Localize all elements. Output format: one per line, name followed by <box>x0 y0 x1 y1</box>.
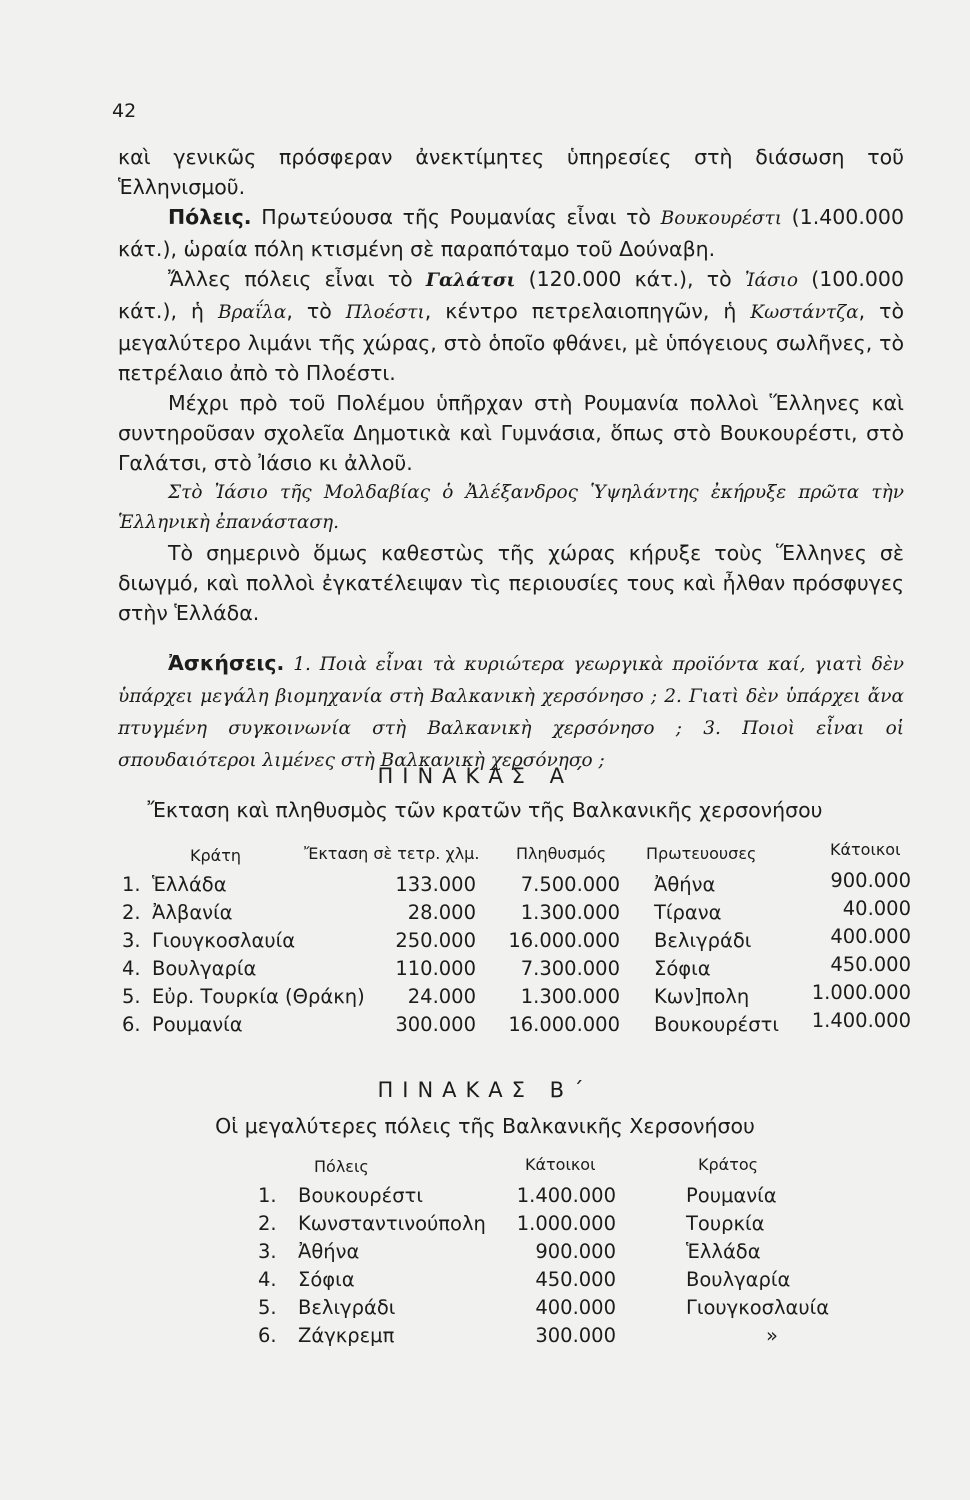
state-name: Γιουγκοσλαυία <box>686 1296 830 1319</box>
row-number: 3. <box>258 1240 277 1263</box>
text-run: (100.000 κάτ.), ἡ <box>118 267 904 323</box>
population-value: 7.500.000 <box>520 873 620 896</box>
city-name: Κωνσταντινούπολη <box>298 1212 486 1235</box>
state-name: » <box>766 1324 778 1347</box>
city-name: Γαλάτσι <box>425 270 516 291</box>
section-label-cities: Πόλεις. <box>168 205 252 229</box>
state-name: Ρουμανία <box>686 1184 777 1207</box>
inhabitants-value: 400.000 <box>830 925 911 948</box>
text-run: , τὸ <box>286 299 346 323</box>
inhabitants-value: 1.400.000 <box>811 1009 911 1032</box>
population-value: 1.300.000 <box>520 985 620 1008</box>
text-run: Ἄλλες πόλεις εἶναι τὸ <box>168 267 426 291</box>
text-run: , τὸ μεγαλύτερο λιμάνι τῆς χώρας, στὸ ὁποῖο φθάνει, μὲ ὑπόγειους σωλῆνες, τὸ πετρέλαιο ἀπὸ τὸ Πλοέστι. <box>118 299 904 385</box>
exercises-text: 1. Ποιὰ εἶναι τὰ κυριώτερα γεωργικὰ προϊόντα καί, γιατὶ δὲν ὑπάρχει μεγάλη βιομηχανία στὴ Βαλκανικὴ χερσόνησο ; 2. Γιατὶ δὲν ὑπάρχει ἄνα πτυγμένη συγκοινωνία στὴ Βαλκανικὴ χερσόνησο ; 3. Ποιοὶ εἶναι οἱ σπουδαιότεροι λιμένες στὴ Βαλκανικὴ χερσόνησο ; <box>118 654 904 771</box>
paragraph-1: καὶ γενικῶς πρόσφεραν ἀνεκτίμητες ὑπηρεσίες στὴ διάσωση τοῦ Ἑλληνισμοῦ. <box>118 145 904 199</box>
paragraph-greeks: Μέχρι πρὸ τοῦ Πολέμου ὑπῆρχαν στὴ Ρουμανία πολλοὶ Ἕλληνες καὶ συντηροῦσαν σχολεῖα Δημοτικὰ καὶ Γυμνάσια, ὅπως στὸ Βουκουρέστι, στὸ Γαλάτσι, στὸ Ἰάσιο κι ἀλλοῦ. <box>118 391 904 475</box>
inhabitants-value: 450.000 <box>535 1268 616 1291</box>
country-name: Γιουγκοσλαυία <box>152 929 296 952</box>
paragraph-ypsilantis: Στὸ Ἰάσιο τῆς Μολδαβίας ὁ Ἀλέξανδρος Ὑψηλάντης ἐκήρυξε πρῶτα τὴν Ἑλληνικὴ ἐπανάσταση. <box>118 482 904 533</box>
inhabitants-value: 900.000 <box>830 869 911 892</box>
inhabitants-value: 300.000 <box>535 1324 616 1347</box>
population-value: 16.000.000 <box>508 1013 620 1036</box>
row-number: 4. <box>258 1268 277 1291</box>
inhabitants-value: 1.000.000 <box>516 1212 616 1235</box>
inhabitants-value: 1.000.000 <box>811 981 911 1004</box>
table-a-header-area: Ἔκταση σὲ τετρ. χλμ. <box>304 844 480 863</box>
row-number: 2. <box>122 901 141 924</box>
country-name: Ἑλλάδα <box>152 873 227 896</box>
table-a-subtitle: Ἔκταση καὶ πληθυσμὸς τῶν κρατῶν τῆς Βαλκανικῆς χερσονήσου <box>147 798 823 822</box>
inhabitants-value: 1.400.000 <box>516 1184 616 1207</box>
table-a-header-inhabitants: Κάτοικοι <box>830 840 901 859</box>
page-number: 42 <box>112 100 137 122</box>
city-name: Ζάγκρεμπ <box>298 1324 395 1347</box>
city-name: Βουκουρέστι <box>660 208 783 229</box>
city-name: Βελιγράδι <box>298 1296 396 1319</box>
country-name: Εὐρ. Τουρκία (Θράκη) <box>152 985 365 1008</box>
table-a-header-states: Κράτη <box>190 846 241 865</box>
row-number: 5. <box>122 985 141 1008</box>
state-name: Βουλγαρία <box>686 1268 791 1291</box>
country-name: Ἀλβανία <box>152 901 233 924</box>
text-run: Πρωτεύουσα τῆς Ρουμανίας εἶναι τὸ <box>251 205 661 229</box>
country-name: Ρουμανία <box>152 1013 243 1036</box>
city-name: Σόφια <box>298 1268 355 1291</box>
table-a-header-capitals: Πρωτευουσες <box>646 844 757 863</box>
state-name: Τουρκία <box>686 1212 765 1235</box>
row-number: 5. <box>258 1296 277 1319</box>
population-value: 7.300.000 <box>520 957 620 980</box>
population-value: 1.300.000 <box>520 901 620 924</box>
table-b-header-cities: Πόλεις <box>314 1157 369 1176</box>
text-run: (1.400.000 κάτ.), ὡραία πόλη κτισμένη σὲ παραπόταμο τοῦ Δούναβη. <box>118 205 904 261</box>
table-b-header-state: Κράτος <box>698 1155 759 1174</box>
area-value: 300.000 <box>395 1013 476 1036</box>
capital-name: Βουκουρέστι <box>654 1013 779 1036</box>
city-name: Ἀθήνα <box>298 1240 360 1263</box>
row-number: 1. <box>122 873 141 896</box>
inhabitants-value: 40.000 <box>842 897 911 920</box>
state-name: Ἑλλάδα <box>686 1240 761 1263</box>
country-name: Βουλγαρία <box>152 957 257 980</box>
table-b-header-inhabitants: Κάτοικοι <box>525 1155 596 1174</box>
section-label-exercises: Ἀσκήσεις. <box>168 651 285 675</box>
row-number: 6. <box>122 1013 141 1036</box>
area-value: 110.000 <box>395 957 476 980</box>
population-value: 16.000.000 <box>508 929 620 952</box>
capital-name: Τίρανα <box>654 901 722 924</box>
city-name: Κωστάντζα <box>750 302 859 323</box>
city-name: Βραΐλα <box>217 302 287 323</box>
row-number: 3. <box>122 929 141 952</box>
city-name: Πλοέστι <box>345 302 425 323</box>
table-a-title: ΠΙΝΑΚΑΣ Α΄ <box>377 764 593 788</box>
capital-name: Κων]πολη <box>654 985 750 1008</box>
row-number: 2. <box>258 1212 277 1235</box>
capital-name: Βελιγράδι <box>654 929 752 952</box>
inhabitants-value: 400.000 <box>535 1296 616 1319</box>
row-number: 6. <box>258 1324 277 1347</box>
area-value: 133.000 <box>395 873 476 896</box>
text-run: (120.000 κάτ.), τὸ <box>515 267 745 291</box>
table-a-header-population: Πληθυσμός <box>516 844 607 863</box>
capital-name: Σόφια <box>654 957 711 980</box>
inhabitants-value: 900.000 <box>535 1240 616 1263</box>
row-number: 4. <box>122 957 141 980</box>
capital-name: Ἀθήνα <box>654 873 716 896</box>
row-number: 1. <box>258 1184 277 1207</box>
table-b-title: ΠΙΝΑΚΑΣ Β΄ <box>377 1078 593 1102</box>
text-run: , κέντρο πετρελαιοπηγῶν, ἡ <box>424 299 751 323</box>
area-value: 250.000 <box>395 929 476 952</box>
paragraph-persecution: Τὸ σημερινὸ ὅμως καθεστὼς τῆς χώρας κήρυξε τοὺς Ἕλληνες σὲ διωγμό, καὶ πολλοὶ ἐγκατέλειψαν τὶς περιουσίες τους καὶ ἦλθαν πρόσφυγες στὴν Ἑλλάδα. <box>118 541 904 625</box>
inhabitants-value: 450.000 <box>830 953 911 976</box>
city-name: Ἰάσιο <box>744 270 799 291</box>
area-value: 24.000 <box>407 985 476 1008</box>
area-value: 28.000 <box>407 901 476 924</box>
city-name: Βουκουρέστι <box>298 1184 423 1207</box>
table-b-subtitle: Οἱ μεγαλύτερες πόλεις τῆς Βαλκανικῆς Χερσονήσου <box>215 1114 755 1138</box>
